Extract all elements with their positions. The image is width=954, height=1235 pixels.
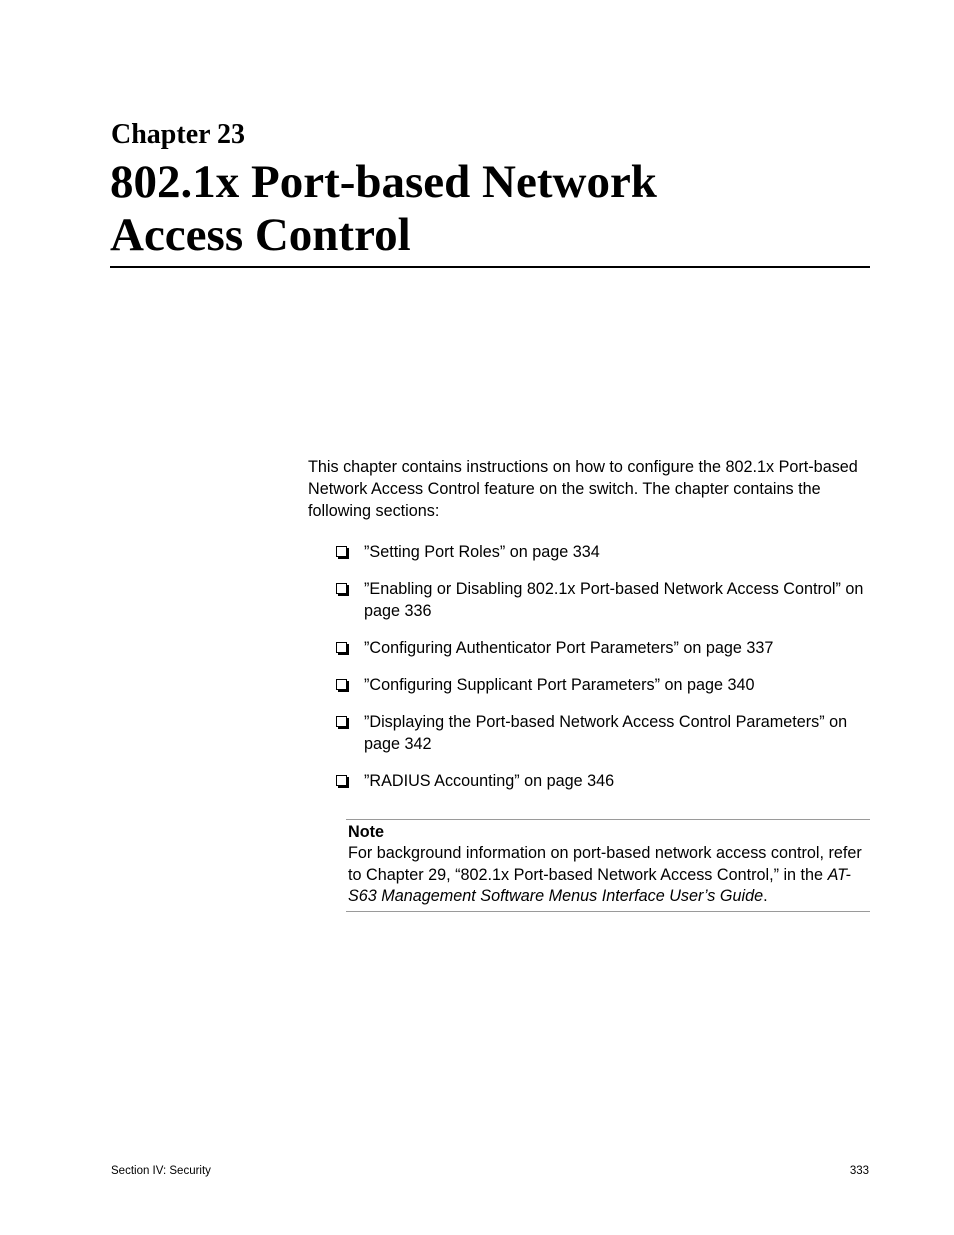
checkbox-icon (336, 583, 347, 594)
chapter-title (110, 156, 870, 262)
chapter-title-line-1: 802.1x Port-based Network (110, 156, 657, 208)
chapter-label: Chapter 23 (111, 119, 246, 150)
section-link[interactable]: ”Enabling or Disabling 802.1x Port-based Network Access Control” on page 336 (364, 580, 864, 620)
section-link[interactable]: ”Displaying the Port-based Network Access Control Parameters” on page 342 (364, 713, 848, 753)
note-text-end: . (763, 887, 768, 905)
checkbox-icon (336, 546, 347, 557)
section-link[interactable]: ”Setting Port Roles” on page 334 (364, 543, 600, 561)
note-heading: Note (348, 823, 384, 841)
section-list-item[interactable] (335, 711, 875, 755)
note-text: For background information on port-based network access control, refer to Chapter 29, “802.1x Port-based Network Access Control,” in the (348, 844, 862, 884)
section-list-item[interactable] (335, 770, 875, 792)
checkbox-icon (336, 775, 347, 786)
footer-section-name: Section IV: Security (111, 1165, 211, 1177)
title-divider (110, 266, 870, 268)
section-link[interactable]: ”Configuring Supplicant Port Parameters” on page 340 (364, 676, 755, 694)
guide-title: AT-S63 Management Software Menus Interface User’s Guide (348, 865, 851, 905)
note-body (348, 843, 870, 908)
footer-page-number: 333 (849, 1165, 869, 1177)
chapter-title-line-2: Access Control (110, 209, 411, 261)
section-link[interactable]: ”Configuring Authenticator Port Parameters” on page 337 (364, 639, 774, 657)
section-list (335, 541, 875, 807)
checkbox-icon (336, 679, 347, 690)
checkbox-icon (336, 642, 347, 653)
section-list-item[interactable] (335, 578, 875, 622)
section-list-item[interactable] (335, 541, 875, 563)
note-box (346, 819, 870, 912)
intro-paragraph: This chapter contains instructions on how to configure the 802.1x Port-based Network Access Control feature on the switch. The chapter contains the following sections: (308, 458, 858, 520)
section-list-item[interactable] (335, 674, 875, 696)
checkbox-icon (336, 716, 347, 727)
section-list-item[interactable] (335, 637, 875, 659)
section-link[interactable]: ”RADIUS Accounting” on page 346 (364, 772, 615, 790)
